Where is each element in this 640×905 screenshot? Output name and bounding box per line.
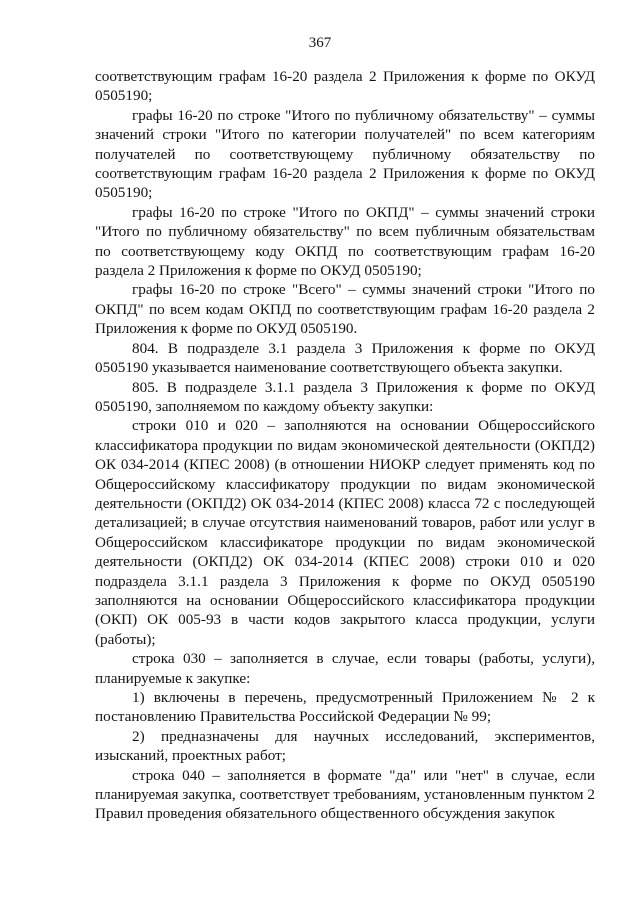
paragraph-item-2: 2) предназначены для научных исследований, экспериментов, изысканий, проектных работ;	[95, 727, 595, 765]
paragraph-805: 805. В подразделе 3.1.1 раздела 3 Приложения к форме по ОКУД 0505190, заполняемом по каждому объекту закупки:	[95, 378, 595, 415]
paragraph-total-public-obligation: графы 16-20 по строке "Итого по публичному обязательству" – суммы значений строки "Итого по категории получателей" по всем категориям получателей по соответствующему публичному обязательству по соответствующим графам 16-20 раздела 2 Приложения к форме по ОКУД 0505190;	[95, 106, 595, 202]
paragraph-total-okpd: графы 16-20 по строке "Итого по ОКПД" – суммы значений строки "Итого по публичному обязательству" по всем публичным обязательствам по соответствующему коду ОКПД по соответствующим графам 16-20 раздела 2 Приложения к форме по ОКУД 0505190;	[95, 203, 595, 280]
paragraph-total-all: графы 16-20 по строке "Всего" – суммы значений строки "Итого по ОКПД" по всем кодам ОКПД по соответствующим графам 16-20 раздела 2 Приложения к форме по ОКУД 0505190.	[95, 281, 595, 338]
page-number: 367	[308, 35, 332, 51]
paragraph-row-030: строка 030 – заполняется в случае, если товары (работы, услуги), планируемые к закупке:	[95, 650, 595, 687]
paragraph-row-040: строка 040 – заполняется в формате "да" или "нет" в случае, если планируемая закупка, соответствует требованиям, установленным пунктом 2 Правил проведения обязательного общественного обсуждения закупок	[95, 766, 595, 823]
paragraph-rows-010-020: строки 010 и 020 – заполняются на основании Общероссийского классификатора продукции по видам экономической деятельности (ОКПД2) ОК 034-2014 (КПЕС 2008) (в отношении НИОКР следует применять код по Общероссийскому классификатору продукции по видам экономической деятельности (ОКПД2) ОК 034-2014 (КПЕС 2008) класса 72 с последующей детализацией; в случае отсутствия наименований товаров, работ или услуг в Общероссийском классификаторе продукции по видам экономической деятельности (ОКПД2) ОК 034-2014 (КПЕС 2008) строки 010 и 020 подраздела 3.1.1 раздела 3 Приложения к форме по ОКУД 0505190 заполняются на основании Общероссийского классификатора продукции (ОКП) ОК 005-93 в части кодов закрытого класса продукции, услуги (работы);	[95, 417, 595, 648]
paragraph-804: 804. В подразделе 3.1 раздела 3 Приложения к форме по ОКУД 0505190 указывается наименование соответствующего объекта закупки.	[95, 339, 595, 377]
paragraph-continuation: соответствующим графам 16-20 раздела 2 Приложения к форме по ОКУД 0505190;	[95, 68, 595, 105]
paragraph-item-1: 1) включены в перечень, предусмотренный Приложением № 2 к постановлению Правительства Российской Федерации № 99;	[95, 689, 595, 726]
document-body	[95, 67, 595, 824]
